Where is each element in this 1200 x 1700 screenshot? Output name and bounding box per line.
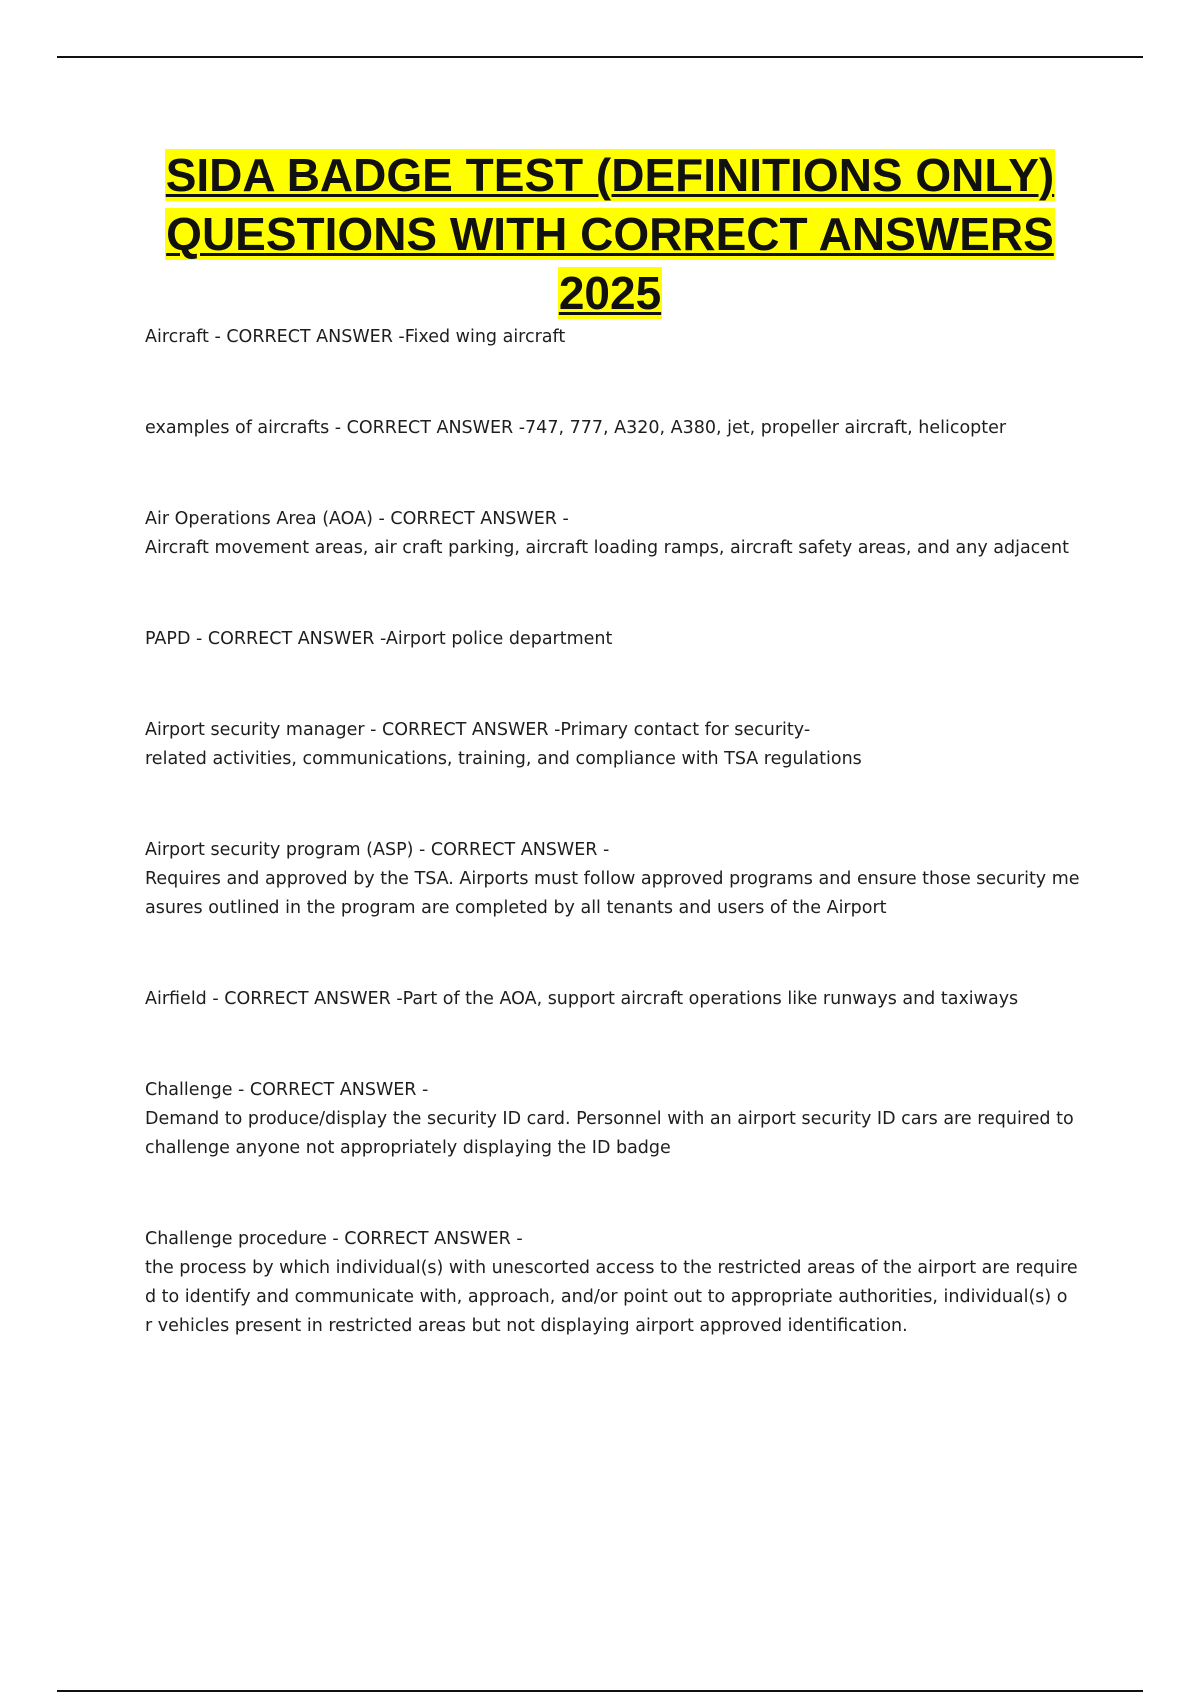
definition-term-line: Airport security manager - CORRECT ANSWER -Primary contact for security- xyxy=(145,720,811,740)
definition-entry xyxy=(145,716,1095,774)
definition-entry xyxy=(145,985,1095,1014)
definition-entry xyxy=(145,836,1095,923)
definition-entry xyxy=(145,1225,1095,1341)
definition-term-line: Airfield - CORRECT ANSWER -Part of the AOA, support aircraft operations like runways and taxiways xyxy=(145,989,1019,1009)
definition-text-line: challenge anyone not appropriately displaying the ID badge xyxy=(145,1138,671,1158)
definition-term-line: PAPD - CORRECT ANSWER -Airport police department xyxy=(145,629,613,649)
definition-term-line: Airport security program (ASP) - CORRECT ANSWER - xyxy=(145,840,610,860)
definition-entry xyxy=(145,414,1095,443)
definition-entry xyxy=(145,625,1095,654)
title-line-2: QUESTIONS WITH CORRECT ANSWERS xyxy=(166,208,1054,260)
definition-term-line: Aircraft - CORRECT ANSWER -Fixed wing aircraft xyxy=(145,327,566,347)
definition-list xyxy=(145,323,1095,1403)
definition-term-line: examples of aircrafts - CORRECT ANSWER -747, 777, A320, A380, jet, propeller aircraft, helicopter xyxy=(145,418,1007,438)
definition-entry xyxy=(145,323,1095,352)
title-line-3: 2025 xyxy=(558,267,662,319)
definition-term-line: Air Operations Area (AOA) - CORRECT ANSWER - xyxy=(145,509,569,529)
definition-entry xyxy=(145,505,1095,563)
definition-term-line: Challenge - CORRECT ANSWER - xyxy=(145,1080,429,1100)
definition-text-line: r vehicles present in restricted areas but not displaying airport approved identification. xyxy=(145,1316,908,1336)
definition-text-line: the process by which individual(s) with unescorted access to the restricted areas of the airport are require xyxy=(145,1258,1078,1278)
definition-text-line: Aircraft movement areas, air craft parking, aircraft loading ramps, aircraft safety areas, and any adjacent xyxy=(145,538,1070,558)
definition-entry xyxy=(145,1076,1095,1163)
definition-text-line: related activities, communications, training, and compliance with TSA regulations xyxy=(145,749,862,769)
definition-text-line: d to identify and communicate with, approach, and/or point out to appropriate authorities, individual(s) o xyxy=(145,1287,1068,1307)
definition-text-line: Requires and approved by the TSA. Airports must follow approved programs and ensure those security me xyxy=(145,869,1080,889)
definition-text-line: Demand to produce/display the security ID card. Personnel with an airport security ID cars are required to xyxy=(145,1109,1074,1129)
title-line-1: SIDA BADGE TEST (DEFINITIONS ONLY) xyxy=(165,149,1055,201)
bottom-divider xyxy=(57,1690,1143,1692)
top-divider xyxy=(57,56,1143,58)
definition-text-line: asures outlined in the program are completed by all tenants and users of the Airport xyxy=(145,898,887,918)
definition-term-line: Challenge procedure - CORRECT ANSWER - xyxy=(145,1229,523,1249)
document-title xyxy=(120,146,1100,323)
